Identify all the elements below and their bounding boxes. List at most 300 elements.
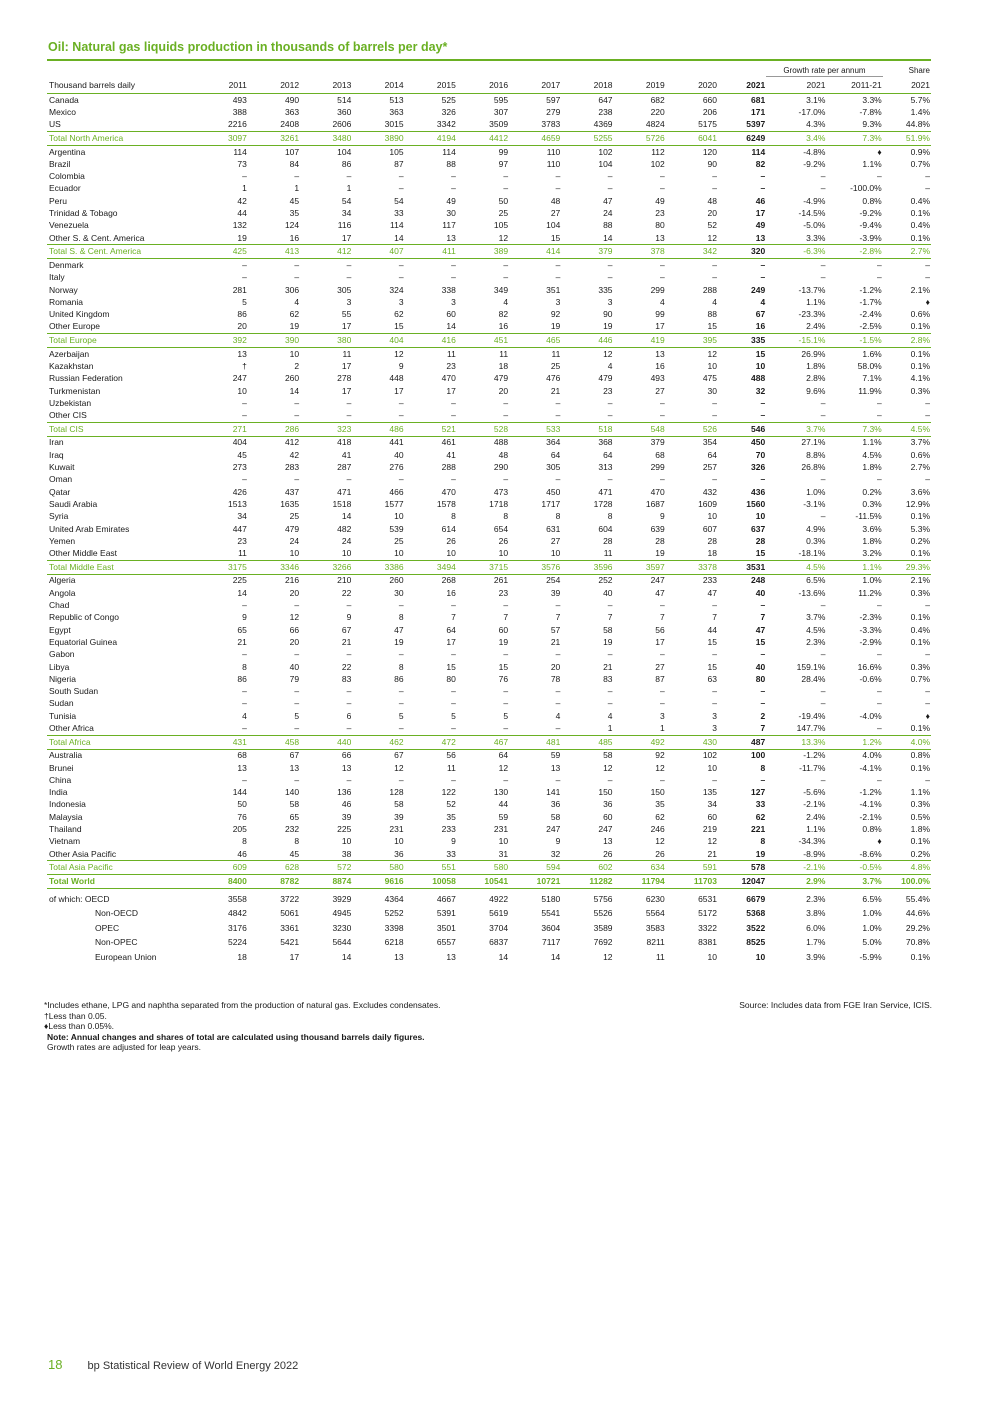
cell-growth: -4.1% [859, 762, 882, 773]
cell-year: 307 [493, 106, 509, 117]
table-row [47, 360, 931, 372]
cell-growth: 2.4% [806, 321, 826, 332]
cell-growth: -1.2% [859, 284, 882, 295]
cell-year: 67 [394, 750, 404, 761]
cell-year: 252 [598, 575, 613, 586]
cell-year: 3597 [614, 560, 666, 574]
table-body [47, 94, 931, 965]
cell-share: 0.4% [910, 220, 930, 231]
cell-year: 521 [405, 422, 457, 436]
cell-year: 60 [603, 811, 613, 822]
cell-year: 18 [498, 360, 509, 371]
cell-year: 62 [394, 309, 404, 320]
cell-year: 595 [493, 94, 509, 105]
cell-year: 323 [300, 422, 352, 436]
table-row [47, 308, 931, 320]
cell-year: 281 [232, 284, 247, 295]
cell-share: – [925, 698, 930, 709]
cell-growth: 1.0% [862, 922, 882, 933]
cell-growth: 58.0% [857, 360, 882, 371]
cell-year: – [451, 698, 456, 709]
row-label: Oman [49, 474, 73, 485]
cell-growth: 1.8% [862, 462, 882, 473]
cell-year: 3929 [332, 894, 352, 905]
cell-growth: -2.3% [859, 612, 882, 623]
cell-year: 136 [337, 787, 352, 798]
cell-year: 682 [650, 94, 665, 105]
row-label: Trinidad & Tobago [49, 208, 118, 219]
total-row [47, 861, 931, 875]
cell-year: 57 [550, 624, 561, 635]
cell-year: 440 [300, 735, 352, 749]
cell-year: 416 [405, 334, 457, 348]
cell-year: 326 [441, 106, 456, 117]
cell-year: 232 [284, 824, 300, 835]
cell-growth: – [877, 171, 882, 182]
cell-year: 441 [389, 437, 404, 448]
cell-year: 23 [603, 385, 613, 396]
cell-growth: 1.0% [862, 575, 882, 586]
cell-year: 351 [546, 284, 561, 295]
cell-year: 3783 [541, 119, 561, 130]
cell-year: 36 [550, 799, 561, 810]
cell-year: 426 [232, 486, 247, 497]
cell-year: 471 [598, 486, 613, 497]
table-row [47, 158, 931, 170]
cell-year: 110 [546, 158, 561, 169]
cell-year: 363 [284, 106, 300, 117]
cell-year: 86 [341, 158, 352, 169]
cell-growth: -2.8% [826, 245, 882, 259]
cell-year: 15 [446, 661, 456, 672]
cell-share: 0.1% [910, 208, 930, 219]
cell-growth: -5.9% [859, 951, 882, 962]
row-label: Syria [49, 511, 69, 522]
cell-year: 33 [446, 848, 456, 859]
cell-2021: 637 [751, 523, 766, 534]
cell-growth: -9.2% [859, 208, 882, 219]
cell-growth: – [820, 259, 826, 270]
cell-share: 0.3% [910, 587, 930, 598]
cell-year: 116 [337, 220, 352, 231]
page-title: Oil: Natural gas liquids production in thousands of barrels per day* [48, 40, 448, 54]
cell-share: 0.1% [910, 548, 930, 559]
table-row [47, 486, 931, 498]
cell-year: 14 [446, 321, 456, 332]
cell-year: 413 [248, 245, 300, 259]
cell-year: 64 [707, 449, 717, 460]
cell-growth: 7.3% [826, 131, 882, 145]
cell-year: 1 [294, 183, 300, 194]
cell-year: 76 [498, 673, 509, 684]
cell-year: 461 [441, 437, 456, 448]
world-total-row [47, 875, 931, 889]
table-row [47, 892, 931, 906]
cell-growth: -1.7% [859, 296, 882, 307]
cell-year: 5526 [593, 908, 613, 919]
cell-year: – [660, 171, 665, 182]
cell-year: 6 [346, 710, 352, 721]
cell-year: 11 [238, 548, 247, 559]
cell-year: 20 [498, 385, 509, 396]
cell-year: 23 [655, 208, 665, 219]
cell-year: 12 [707, 232, 717, 243]
cell-year: 18 [237, 951, 247, 962]
cell-year: 30 [446, 208, 456, 219]
cell-year: 8400 [196, 875, 248, 889]
cell-year: 3230 [332, 922, 352, 933]
cell-year: 5619 [489, 908, 509, 919]
cell-year: 607 [702, 523, 717, 534]
cell-growth: -1.2% [859, 787, 882, 798]
total-row [47, 422, 931, 436]
cell-year: 6041 [666, 131, 718, 145]
cell-year: – [660, 649, 665, 660]
cell-year: 23 [446, 360, 456, 371]
cell-year: 288 [441, 462, 456, 473]
cell-2021: 47 [755, 624, 766, 635]
cell-year: – [242, 410, 247, 421]
cell-year: 130 [493, 787, 509, 798]
cell-year: – [607, 686, 613, 697]
cell-growth: 0.8% [862, 195, 882, 206]
cell-year: 1718 [489, 498, 509, 509]
cell-year: 16 [498, 321, 509, 332]
cell-year: – [242, 686, 247, 697]
cell-year: 110 [546, 146, 561, 157]
cell-share: – [925, 259, 930, 270]
footnotes [44, 1000, 934, 1053]
cell-share: 0.1% [910, 951, 930, 962]
cell-year: 35 [289, 208, 300, 219]
cell-year: 13 [550, 762, 561, 773]
cell-year: 12 [655, 762, 665, 773]
cell-year: 3378 [666, 560, 718, 574]
cell-year: 58 [603, 624, 613, 635]
year-header: 2018 [561, 77, 613, 94]
cell-year: 54 [394, 195, 404, 206]
row-label: Other Europe [49, 321, 101, 332]
cell-share: 0.8% [910, 750, 930, 761]
cell-share: 70.8% [905, 937, 930, 948]
row-label: Algeria [49, 575, 76, 586]
cell-year: – [660, 259, 665, 270]
cell-year: 10 [498, 548, 509, 559]
table-row [47, 535, 931, 547]
cell-year: – [503, 649, 509, 660]
cell-share: 0.4% [910, 624, 930, 635]
cell-year: – [451, 600, 456, 611]
cell-year: 7117 [542, 937, 561, 948]
cell-year: 3715 [457, 560, 509, 574]
row-label: Other Middle East [49, 548, 118, 559]
cell-share: – [925, 272, 930, 283]
cell-share: ♦ [925, 296, 930, 307]
cell-year: 11 [551, 348, 561, 359]
table-row [47, 722, 931, 735]
cell-growth: – [820, 511, 826, 522]
cell-year: 4842 [227, 908, 247, 919]
cell-2021: 249 [751, 284, 766, 295]
cell-year: 10 [707, 762, 717, 773]
cell-year: 33 [394, 208, 404, 219]
row-label: United Kingdom [49, 309, 110, 320]
cell-year: 38 [341, 848, 352, 859]
cell-share: 0.1% [910, 836, 930, 847]
cell-year: 15 [550, 232, 561, 243]
cell-year: 19 [289, 321, 300, 332]
cell-year: 7 [607, 612, 613, 623]
cell-year: 60 [498, 624, 509, 635]
cell-share: 0.5% [910, 811, 930, 822]
cell-year: 363 [389, 106, 404, 117]
cell-year: 87 [394, 158, 404, 169]
row-label: Malaysia [49, 811, 83, 822]
row-label: Republic of Congo [49, 612, 119, 623]
row-label: China [49, 774, 72, 785]
cell-growth: 9.6% [806, 385, 826, 396]
cell-year: 82 [498, 309, 509, 320]
cell-growth: -3.9% [859, 232, 882, 243]
cell-2021: 13 [755, 232, 766, 243]
cell-year: 10721 [509, 875, 561, 889]
cell-year: 67 [341, 624, 352, 635]
table-row [47, 749, 931, 762]
cell-year: 231 [493, 824, 509, 835]
cell-year: 13 [603, 836, 613, 847]
cell-growth: -2.1% [766, 861, 826, 875]
cell-year: 3480 [300, 131, 352, 145]
cell-year: 5 [398, 710, 404, 721]
cell-2021: 450 [751, 437, 766, 448]
cell-year: 219 [702, 824, 717, 835]
cell-year: 458 [248, 735, 300, 749]
cell-year: 247 [546, 824, 561, 835]
row-label: Turkmenistan [49, 385, 101, 396]
cell-year: 36 [394, 848, 404, 859]
cell-year: – [555, 474, 561, 485]
cell-year: 257 [702, 462, 717, 473]
cell-year: 388 [232, 106, 247, 117]
cell-growth: 2.3% [806, 636, 826, 647]
year-header: 2014 [352, 77, 404, 94]
cell-year: 418 [337, 437, 352, 448]
row-label: Angola [49, 587, 76, 598]
cell-2021: 49 [755, 220, 766, 231]
cell-year: 580 [457, 861, 509, 875]
table-row [47, 170, 931, 182]
row-label: Azerbaijan [49, 348, 90, 359]
row-label: Kazakhstan [49, 360, 94, 371]
cell-year: – [398, 410, 404, 421]
cell-growth: 11.2% [858, 587, 882, 598]
cell-year: 52 [707, 220, 717, 231]
row-label: Vietnam [49, 836, 81, 847]
total-row [47, 131, 931, 145]
cell-growth: 2.4% [806, 811, 826, 822]
cell-year: 299 [650, 284, 665, 295]
cell-growth: -3.1% [803, 498, 826, 509]
cell-growth: 3.4% [766, 131, 826, 145]
cell-share: 0.1% [910, 636, 930, 647]
cell-year: 8874 [300, 875, 352, 889]
table-row [47, 649, 931, 661]
cell-growth: – [877, 649, 882, 660]
cell-year: 5644 [332, 937, 352, 948]
cell-year: 105 [389, 146, 404, 157]
row-label: Total Africa [47, 735, 196, 749]
cell-share: 0.7% [910, 673, 930, 684]
cell-growth: 147.7% [796, 723, 826, 733]
cell-year: 10 [550, 548, 561, 559]
cell-year: – [555, 774, 561, 785]
cell-growth: 3.7% [766, 422, 826, 436]
cell-year: 338 [441, 284, 456, 295]
cell-growth: -19.4% [798, 710, 826, 721]
cell-year: 614 [441, 523, 456, 534]
cell-year: 1728 [593, 498, 613, 509]
cell-year: 58 [289, 799, 300, 810]
cell-year: 135 [702, 787, 717, 798]
row-label: Other Asia Pacific [49, 848, 117, 859]
cell-year: 246 [650, 824, 665, 835]
cell-year: 4 [607, 360, 613, 371]
cell-growth: 4.5% [766, 560, 826, 574]
cell-year: – [294, 649, 300, 660]
cell-growth: 7.1% [862, 373, 882, 384]
table-row [47, 321, 931, 334]
cell-share: 0.3% [910, 385, 930, 396]
cell-year: 4369 [593, 119, 613, 130]
cell-year: – [503, 600, 509, 611]
cell-2021: 335 [718, 334, 766, 348]
cell-growth: 3.6% [862, 523, 882, 534]
cell-growth: 3.3% [806, 232, 826, 243]
cell-2021: 7 [760, 612, 766, 623]
cell-year: – [660, 774, 665, 785]
row-label: Other CIS [49, 410, 87, 421]
cell-2021: 4 [760, 296, 766, 307]
cell-year: 1518 [332, 498, 352, 509]
cell-growth: 8.8% [806, 449, 826, 460]
cell-year: 513 [389, 94, 404, 105]
cell-year: 305 [546, 462, 561, 473]
cell-year: 13 [237, 348, 247, 359]
cell-year: 62 [289, 309, 300, 320]
cell-year: 40 [603, 587, 613, 598]
cell-year: 3576 [509, 560, 561, 574]
cell-year: 1 [346, 183, 352, 194]
table-row [47, 220, 931, 232]
cell-growth: 1.1% [806, 296, 826, 307]
table-row [47, 94, 931, 107]
row-label: Denmark [49, 259, 84, 270]
cell-year: 7692 [593, 937, 613, 948]
cell-2021: 546 [718, 422, 766, 436]
growth-rate-label: Growth rate per annum [766, 64, 883, 77]
year-header: 2020 [666, 77, 718, 94]
cell-year: 525 [441, 94, 456, 105]
cell-share: – [925, 183, 930, 194]
cell-growth: 3.2% [862, 548, 882, 559]
cell-year: 99 [498, 146, 509, 157]
cell-2021: 681 [751, 94, 766, 105]
cell-2021: 248 [751, 575, 766, 586]
cell-year: 360 [337, 106, 352, 117]
cell-year: 631 [546, 523, 561, 534]
cell-year: – [660, 183, 665, 194]
row-label: US [49, 119, 61, 130]
cell-2021: 1560 [746, 498, 766, 509]
cell-year: 11 [603, 548, 613, 559]
cell-year: – [451, 410, 456, 421]
cell-year: 10 [707, 511, 717, 522]
cell-year: – [242, 600, 247, 611]
cell-year: 379 [561, 245, 613, 259]
cell-2021: 17 [755, 208, 766, 219]
cell-year: – [712, 171, 717, 182]
cell-year: 52 [446, 799, 456, 810]
cell-year: 12 [707, 836, 717, 847]
cell-year: 46 [341, 799, 352, 810]
cell-year: 488 [493, 437, 509, 448]
cell-year: 5726 [614, 131, 666, 145]
cell-year: 63 [707, 673, 717, 684]
cell-year: 39 [394, 811, 404, 822]
cell-year: 254 [546, 575, 561, 586]
cell-growth: ♦ [877, 146, 882, 157]
cell-year: 476 [546, 373, 561, 384]
cell-share: 1.1% [910, 787, 930, 798]
cell-year: – [607, 397, 613, 408]
cell-year: 19 [237, 232, 247, 243]
cell-year: 602 [561, 861, 613, 875]
footnote-includes: *Includes ethane, LPG and naphtha separated from the production of natural gas. Excludes condensates. [44, 1000, 441, 1010]
cell-year: 1687 [645, 498, 665, 509]
cell-year: 609 [196, 861, 248, 875]
cell-share: 0.1% [910, 360, 930, 371]
row-label: Yemen [49, 535, 76, 546]
table-row [47, 119, 931, 132]
cell-year: 64 [603, 449, 613, 460]
cell-growth: 4.0% [862, 750, 882, 761]
cell-year: 12 [498, 232, 509, 243]
cell-growth: 9.3% [862, 119, 882, 130]
cell-year: 13 [446, 232, 456, 243]
cell-growth: 1.6% [862, 348, 882, 359]
cell-year: 40 [289, 661, 300, 672]
cell-growth: -8.9% [803, 848, 826, 859]
cell-growth: 28.4% [801, 673, 826, 684]
table-row [47, 698, 931, 710]
cell-growth: 3.8% [806, 908, 826, 919]
cell-share: 4.5% [883, 422, 931, 436]
row-label: Egypt [49, 624, 71, 635]
cell-year: 1578 [436, 498, 456, 509]
cell-year: 485 [561, 735, 613, 749]
cell-year: – [398, 474, 404, 485]
cell-year: 313 [598, 462, 613, 473]
cell-year: 306 [284, 284, 300, 295]
cell-year: – [346, 774, 352, 785]
total-row [47, 560, 931, 574]
cell-year: 349 [493, 284, 509, 295]
cell-year: – [451, 259, 456, 270]
cell-year: – [294, 686, 300, 697]
cell-growth: 6.5% [862, 894, 882, 905]
row-label: OPEC [95, 922, 120, 933]
row-label: Uzbekistan [49, 397, 92, 408]
